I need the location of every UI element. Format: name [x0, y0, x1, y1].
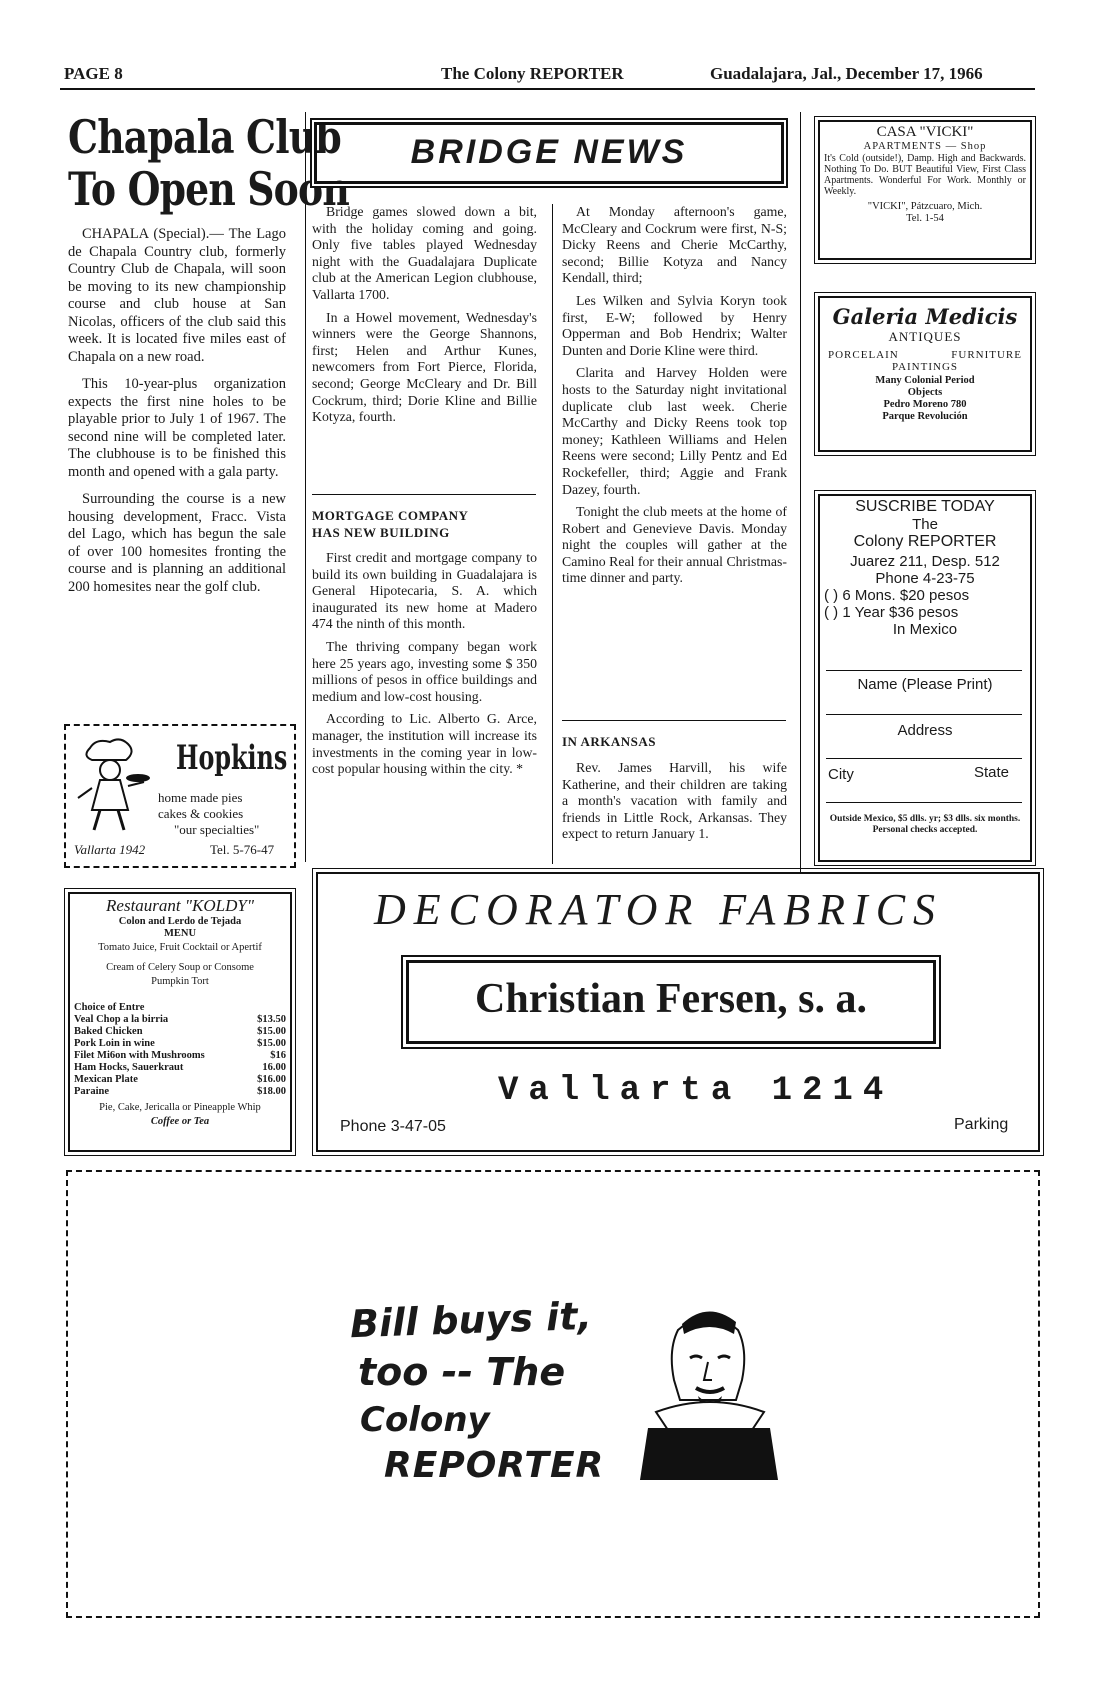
galeria-line: Many Colonial Period Objects [875, 375, 975, 398]
subscribe-paper: Colony REPORTER [853, 533, 997, 550]
chapala-paragraph: CHAPALA (Special).— The Lago de Chapala Country club, formerly Country Club de Chapala, will soon be moving to its new championship course and club house at San Nicolas, officers of the club said this week. It is located five miles east of Chapala on a new road. [68, 226, 286, 365]
name-field[interactable] [826, 714, 1022, 715]
menu-item: Mexican Plate $16.00 [74, 1074, 286, 1085]
chapala-headline-2: To Open Soon [68, 162, 349, 216]
subscribe-form [818, 494, 1032, 862]
vicki-address: "VICKI", Pátzcuaro, Mich. [867, 201, 983, 212]
colony-reporter-promo [66, 1170, 1040, 1618]
vicki-sub: APARTMENTS — Shop [863, 141, 987, 152]
decorator-fabrics-ad [316, 872, 1040, 1152]
koldy-soup: Cream of Celery Soup or Consome [106, 962, 254, 973]
column-divider [800, 112, 801, 872]
subscribe-phone: Phone 4-23-75 [875, 570, 975, 587]
arkansas-paragraph: Rev. James Harvill, his wife Katherine, and their children are taking a month's vacation with family and friends in Little Rock, Arkansas. They expect to return January 1. [562, 760, 787, 842]
koldy-address: Colon and Lerdo de Tejada [118, 916, 242, 927]
page-number: PAGE 8 [64, 64, 123, 83]
mortgage-headline-1: MORTGAGE COMPANY [312, 508, 469, 523]
hopkins-phone: Tel. 5-76-47 [210, 842, 275, 857]
bridge-column-1 [312, 204, 537, 432]
hopkins-line: home made pies [158, 790, 243, 805]
bridge-paragraph: At Monday afternoon's game, McCleary and Cockrum were first, N-S; Dicky Reens and Cherie McCarthy, second; Billie Kotyza and Nancy Kendall, third; [562, 204, 787, 286]
section-rule [562, 720, 786, 721]
state-field-label: State [974, 764, 1010, 781]
bridge-paragraph: Les Wilken and Sylvia Koryn took first, E-W; followed by Henry Opperman and Bob Hendrix; Walter Dunten and Dorie Kline were third. [562, 292, 787, 358]
dateline: Guadalajara, Jal., December 17, 1966 [710, 64, 983, 83]
menu-item: Ham Hocks, Sauerkraut 16.00 [74, 1062, 286, 1073]
koldy-items [70, 1014, 290, 1098]
subscribe-option-1-year[interactable]: ( ) 1 Year $36 pesos [824, 604, 959, 621]
city-state-field[interactable] [826, 802, 1022, 803]
fersen-nameplate [406, 960, 936, 1044]
decorator-parking: Parking [954, 1116, 1009, 1133]
mortgage-paragraph: The thriving company began work here 25 years ago, investing some $ 350 millions of pesos in office buildings and medium and low-cost housing. [312, 638, 537, 704]
vicki-text: It's Cold (outside!), Damp. High and Backwards. Nothing To Do. BUT Beautiful View, First Class Apartments. Wonderful For Work. Monthly or Weekly. [824, 153, 1026, 197]
subscribe-option-6-months[interactable]: ( ) 6 Mons. $20 pesos [824, 587, 970, 604]
mortgage-paragraph: First credit and mortgage company to build its own building in Guadalajara is General Hipotecaria, S. A. which inaugurated its new home at Madero 474 the ninth of this month. [312, 550, 537, 632]
galeria-line: Parque Revolución [882, 411, 968, 422]
koldy-menu: MENU [163, 928, 197, 939]
menu-item: Baked Chicken $15.00 [74, 1026, 286, 1037]
casa-vicki-ad [818, 120, 1032, 260]
subscribe-footer: Outside Mexico, $5 dlls. yr; $3 dlls. six months. Personal checks accepted. [829, 814, 1021, 835]
paper-name: The Colony REPORTER [441, 64, 624, 83]
subscribe-the: The [912, 516, 938, 533]
koldy-pumpkin: Pumpkin Tort [151, 976, 209, 987]
bridge-column-2 [562, 204, 787, 593]
hopkins-line: cakes & cookies [158, 806, 244, 821]
menu-item: Veal Chop a la birria $13.50 [74, 1014, 286, 1025]
chapala-paragraph: This 10-year-plus organization expects the first nine holes to be playable prior to July 1 of 1967. The second nine will be completed later. The clubhouse is to be finished this month and opened with a gala party. [68, 376, 286, 480]
koldy-title: Restaurant "KOLDY" [106, 896, 254, 915]
koldy-ad [68, 892, 292, 1152]
menu-item: Filet Mi6on with Mushrooms $16 [74, 1050, 286, 1061]
menu-item: Pork Loin in wine $15.00 [74, 1038, 286, 1049]
address-field[interactable] [826, 758, 1022, 759]
koldy-dessert: Pie, Cake, Jericalla or Pineapple Whip [99, 1102, 261, 1113]
koldy-starter: Tomato Juice, Fruit Cocktail or Apertif [98, 942, 262, 953]
galeria-line: Pedro Moreno 780 [883, 399, 967, 410]
decorator-street: Vallarta 1214 [498, 1072, 894, 1110]
promo-line-1: Bill buys it, [349, 1293, 593, 1347]
chapala-paragraph: Surrounding the course is a new housing development, Fracc. Vista del Lago, which has begun the sale of over 100 homesites fronting the course and is planning an additional 200 homesites near the golf club. [68, 491, 286, 595]
city-field-label: City [828, 766, 854, 783]
galeria-line: ANTIQUES [888, 329, 962, 344]
galeria-name: Galeria Medicis [832, 304, 1018, 329]
subscribe-in-mexico: In Mexico [892, 621, 958, 638]
bridge-paragraph: Bridge games slowed down a bit, with the holiday coming and going. Only five tables played Wednesday night with the Guadalajara Duplicate club at the American Legion clubhouse, Vallarta 1700. [312, 204, 537, 302]
fersen-company: Christian Fersen, s. a. [475, 976, 867, 1022]
subscribe-address: Juarez 211, Desp. 512 [850, 553, 1000, 570]
promo-line-3: Colony [360, 1400, 490, 1440]
vicki-title: CASA "VICKI" [876, 124, 974, 140]
koldy-choice: Choice of Entre [74, 1002, 145, 1013]
hopkins-address: Vallarta 1942 [74, 842, 146, 857]
name-field-label: Name (Please Print) [857, 676, 993, 693]
bridge-paragraph: Clarita and Harvey Holden were hosts to the Saturday night invitational duplicate club last week. Cherie McCarthy and Dicky Reens took top money; Kathleen Williams and Helen Reens were second; Lilly Pentz and Ed Rockefeller, third; Aggie and Frank Dazey, fourth. [562, 365, 787, 497]
koldy-coffee: Coffee or Tea [150, 1116, 210, 1127]
arkansas-article-body [562, 760, 787, 849]
address-field-label: Address [897, 722, 953, 739]
chapala-article-body [68, 226, 286, 606]
mortgage-headline-2: HAS NEW BUILDING [312, 525, 450, 540]
column-divider [305, 112, 306, 862]
vicki-phone: Tel. 1-54 [906, 213, 944, 224]
decorator-title: DECORATOR FABRICS [374, 885, 944, 934]
menu-item: Paraine $18.00 [74, 1086, 286, 1097]
galeria-medicis-ad [818, 296, 1032, 452]
bridge-news-title: BRIDGE NEWS [410, 133, 688, 171]
masthead-rule [60, 88, 1035, 90]
section-rule [312, 494, 536, 495]
column-divider [552, 204, 553, 864]
galeria-line-2: PORCELAIN FURNITURE [828, 349, 1022, 361]
decorator-phone: Phone 3-47-05 [340, 1118, 446, 1135]
hopkins-line: "our specialties" [174, 822, 260, 837]
promo-line-2: too -- The [358, 1350, 566, 1394]
hopkins-name: Hopkins [176, 738, 288, 778]
galeria-line: PAINTINGS [891, 361, 959, 373]
hopkins-ad [64, 724, 296, 868]
promo-line-4: REPORTER [384, 1445, 605, 1486]
mortgage-article-body [312, 550, 537, 784]
bridge-paragraph: Tonight the club meets at the home of Robert and Genevieve Davis. Monday night the couples will gather at the Camino Real for their annual Christmas-time dinner and party. [562, 504, 787, 586]
chapala-headline-1: Chapala Club [68, 110, 341, 164]
bridge-news-header [314, 122, 784, 184]
subscribe-title: SUSCRIBE TODAY [855, 498, 995, 515]
mortgage-paragraph: According to Lic. Alberto G. Arce, manager, the institution will increase its investments in the coming year in low-cost popular housing within the city. * [312, 711, 537, 777]
arkansas-headline: IN ARKANSAS [562, 734, 656, 749]
chef-icon [72, 736, 150, 836]
form-line [826, 670, 1022, 671]
shakespeare-portrait-icon [634, 1300, 784, 1480]
bridge-paragraph: In a Howel movement, Wednesday's winners were the George Shannons, first; Helen and Arthur Kunes, newcomers from Fort Pierce, Florida, second; George McCleary and Dr. Bill Cockrum, third; Dorie Kline and Billie Kotyza, fourth. [312, 309, 537, 425]
